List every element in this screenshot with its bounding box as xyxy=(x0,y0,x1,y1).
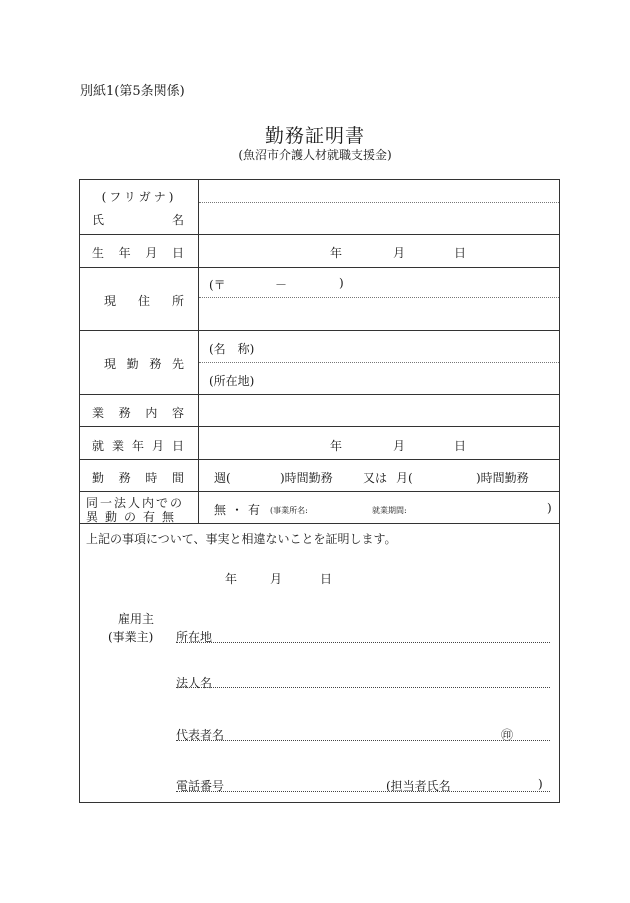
certification-statement: 上記の事項について、事実と相違ないことを証明します。 xyxy=(86,532,397,546)
address-field[interactable] xyxy=(201,300,557,328)
address-label: 現 住 所 xyxy=(104,294,184,308)
cert-year: 年 xyxy=(225,572,238,586)
cert-month: 月 xyxy=(270,572,283,586)
workplace-location-label: (所在地) xyxy=(209,374,255,388)
row-divider xyxy=(80,234,559,235)
name-label: 氏 名 xyxy=(92,213,184,227)
transfer-options[interactable]: 無・有 xyxy=(214,503,266,517)
workplace-label: 現 勤 務 先 xyxy=(104,357,184,371)
duties-label: 業 務 内 容 xyxy=(92,406,184,420)
name-field[interactable] xyxy=(201,205,557,232)
representative-line[interactable] xyxy=(176,740,550,741)
postal-divider xyxy=(199,297,559,298)
seal-mark: ㊞ xyxy=(501,728,514,742)
employer-label: 雇用主 xyxy=(118,612,155,626)
birthdate-label: 生 年 月 日 xyxy=(92,246,184,260)
furigana-divider xyxy=(199,202,559,203)
week-open: 週( xyxy=(214,471,231,485)
employer-sub-label: (事業主) xyxy=(108,630,154,644)
corporation-line[interactable] xyxy=(176,687,550,688)
row-divider xyxy=(80,426,559,427)
location-label: 所在地 xyxy=(176,630,213,644)
row-divider xyxy=(80,394,559,395)
employment-period-label: 就業期間: xyxy=(372,506,407,515)
contact-close-paren: ) xyxy=(538,777,543,791)
attachment-label: 別紙1(第5条関係) xyxy=(80,84,185,99)
contact-person-label: (担当者氏名 xyxy=(386,779,451,793)
row-divider xyxy=(80,491,559,492)
row-divider xyxy=(80,267,559,268)
representative-label: 代表者名 xyxy=(176,728,225,742)
birthdate-month: 月 xyxy=(393,246,406,260)
phone-label: 電話番号 xyxy=(176,779,225,793)
postal-dash: － xyxy=(275,278,288,292)
transfer-close-paren: ) xyxy=(547,501,552,515)
month-open: 月( xyxy=(396,471,413,485)
office-name-label: (事業所名: xyxy=(270,506,308,515)
workplace-divider xyxy=(199,362,559,363)
birthdate-year: 年 xyxy=(330,246,343,260)
document-subtitle: (魚沼市介護人材就職支援金) xyxy=(238,148,392,162)
employment-year: 年 xyxy=(330,439,343,453)
transfer-label-2: 異動の有無 xyxy=(86,510,182,524)
workplace-name-label: (名 称) xyxy=(209,342,255,356)
postal-close: ) xyxy=(339,276,344,290)
employment-day: 日 xyxy=(454,439,467,453)
birthdate-day: 日 xyxy=(454,246,467,260)
certificate-form xyxy=(79,179,560,803)
employment-date-label: 就 業 年 月 日 xyxy=(92,439,184,453)
furigana-field[interactable] xyxy=(201,182,557,200)
hours-work-2: )時間勤務 xyxy=(476,471,529,485)
or-text: 又は xyxy=(363,471,388,485)
phone-line[interactable] xyxy=(176,791,550,792)
document-title: 勤務証明書 xyxy=(264,125,365,147)
furigana-label: (フリガナ) xyxy=(101,190,177,204)
employment-month: 月 xyxy=(393,439,406,453)
transfer-label-1: 同一法人内での xyxy=(86,496,185,510)
row-divider xyxy=(80,459,559,460)
duties-field[interactable] xyxy=(201,397,557,424)
corporation-label: 法人名 xyxy=(176,676,213,690)
hours-work-1: )時間勤務 xyxy=(280,471,333,485)
row-divider xyxy=(80,330,559,331)
column-divider xyxy=(198,180,199,523)
cert-day: 日 xyxy=(320,572,333,586)
work-hours-label: 勤 務 時 間 xyxy=(92,471,184,485)
postal-open: (〒 xyxy=(209,278,226,292)
location-line[interactable] xyxy=(176,642,550,643)
